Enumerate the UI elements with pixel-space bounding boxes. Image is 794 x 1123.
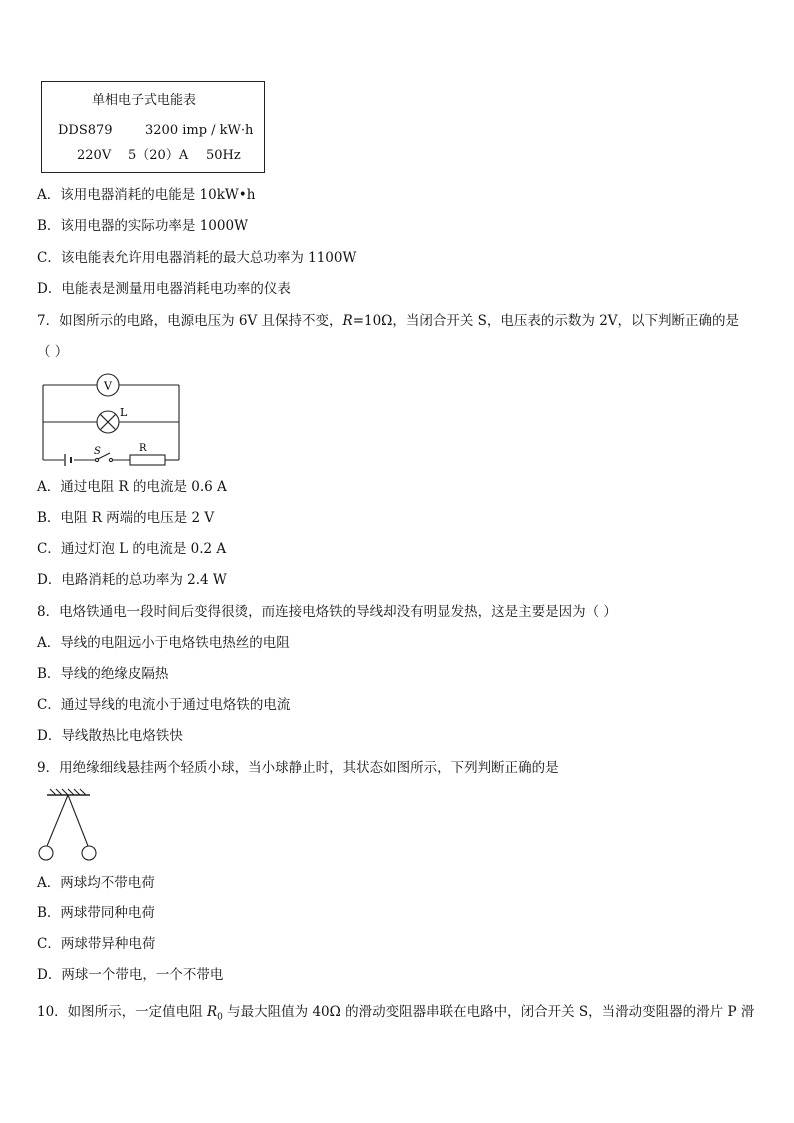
q10-stem-before: 10．如图所示，一定值电阻 bbox=[37, 1004, 207, 1020]
lamp-symbol bbox=[97, 411, 119, 433]
meter-model: DDS879 bbox=[58, 123, 113, 138]
q10-r0-subscript: 0 bbox=[217, 1012, 223, 1023]
ceiling-support bbox=[47, 789, 90, 795]
q10-stem-after: 与最大阻值为 40Ω 的滑动变阻器串联在电路中，闭合开关 S，当滑动变阻器的滑片 P 滑 bbox=[222, 1004, 755, 1020]
q9-option-d: D．两球一个带电，一个不带电 bbox=[37, 967, 224, 983]
meter-current: 5（20）A bbox=[128, 148, 189, 163]
left-thread bbox=[47, 795, 68, 846]
resistor-symbol bbox=[130, 455, 165, 465]
meter-constant: 3200 imp / kW·h bbox=[145, 123, 254, 138]
voltmeter-label: V bbox=[104, 379, 112, 393]
battery-symbol bbox=[65, 454, 71, 466]
resistor-label: R bbox=[139, 443, 147, 454]
q7-option-c: C．通过灯泡 L 的电流是 0.2 A bbox=[37, 541, 227, 557]
q7-stem-var: R bbox=[342, 313, 353, 329]
q6-option-c: C．该电能表允许用电器消耗的最大总功率为 1100W bbox=[37, 250, 357, 266]
q8-stem: 8．电烙铁通电一段时间后变得很烫，而连接电烙铁的导线却没有明显发热，这是主要是因为（ ） bbox=[37, 604, 617, 620]
meter-title: 单相电子式电能表 bbox=[92, 93, 197, 108]
q9-option-a: A．两球均不带电荷 bbox=[37, 875, 155, 891]
meter-frequency: 50Hz bbox=[206, 148, 241, 163]
lamp-label: L bbox=[120, 406, 128, 419]
q9-hanging-balls-diagram bbox=[34, 785, 104, 865]
meter-nameplate bbox=[41, 81, 265, 173]
q7-option-d: D．电路消耗的总功率为 2.4 W bbox=[37, 572, 227, 588]
q7-bracket: （ ） bbox=[37, 344, 69, 360]
left-ball bbox=[39, 846, 53, 860]
q8-option-d: D．导线散热比电烙铁快 bbox=[37, 728, 183, 744]
q10-stem bbox=[37, 1004, 754, 1026]
q9-option-c: C．两球带异种电荷 bbox=[37, 936, 156, 952]
right-thread bbox=[68, 795, 88, 846]
q8-option-b: B．导线的绝缘皮隔热 bbox=[37, 666, 169, 682]
q9-stem: 9．用绝缘细线悬挂两个轻质小球，当小球静止时，其状态如图所示，下列判断正确的是 bbox=[37, 760, 559, 776]
q10-r0: R bbox=[206, 1004, 218, 1020]
q8-option-a: A．导线的电阻远小于电烙铁电热丝的电阻 bbox=[37, 635, 290, 651]
right-ball bbox=[82, 846, 96, 860]
q6-option-a: A．该用电器消耗的电能是 10kW•h bbox=[37, 187, 256, 203]
q7-stem-before: 7．如图所示的电路，电源电压为 6V 且保持不变， bbox=[37, 313, 343, 329]
q8-option-c: C．通过导线的电流小于通过电烙铁的电流 bbox=[37, 697, 291, 713]
q7-option-b: B．电阻 R 两端的电压是 2 V bbox=[37, 510, 215, 526]
q7-stem-after: =10Ω，当闭合开关 S，电压表的示数为 2V，以下判断正确的是 bbox=[352, 313, 740, 329]
q7-circuit-diagram bbox=[38, 370, 184, 466]
q7-option-a: A．通过电阻 R 的电流是 0.6 A bbox=[37, 479, 227, 495]
q7-stem bbox=[37, 313, 739, 329]
switch-label: S bbox=[94, 446, 101, 457]
q6-option-b: B．该用电器的实际功率是 1000W bbox=[37, 218, 248, 234]
q6-option-d: D．电能表是测量用电器消耗电功率的仪表 bbox=[37, 281, 291, 297]
q9-option-b: B．两球带同种电荷 bbox=[37, 905, 155, 921]
meter-voltage: 220V bbox=[77, 148, 112, 163]
